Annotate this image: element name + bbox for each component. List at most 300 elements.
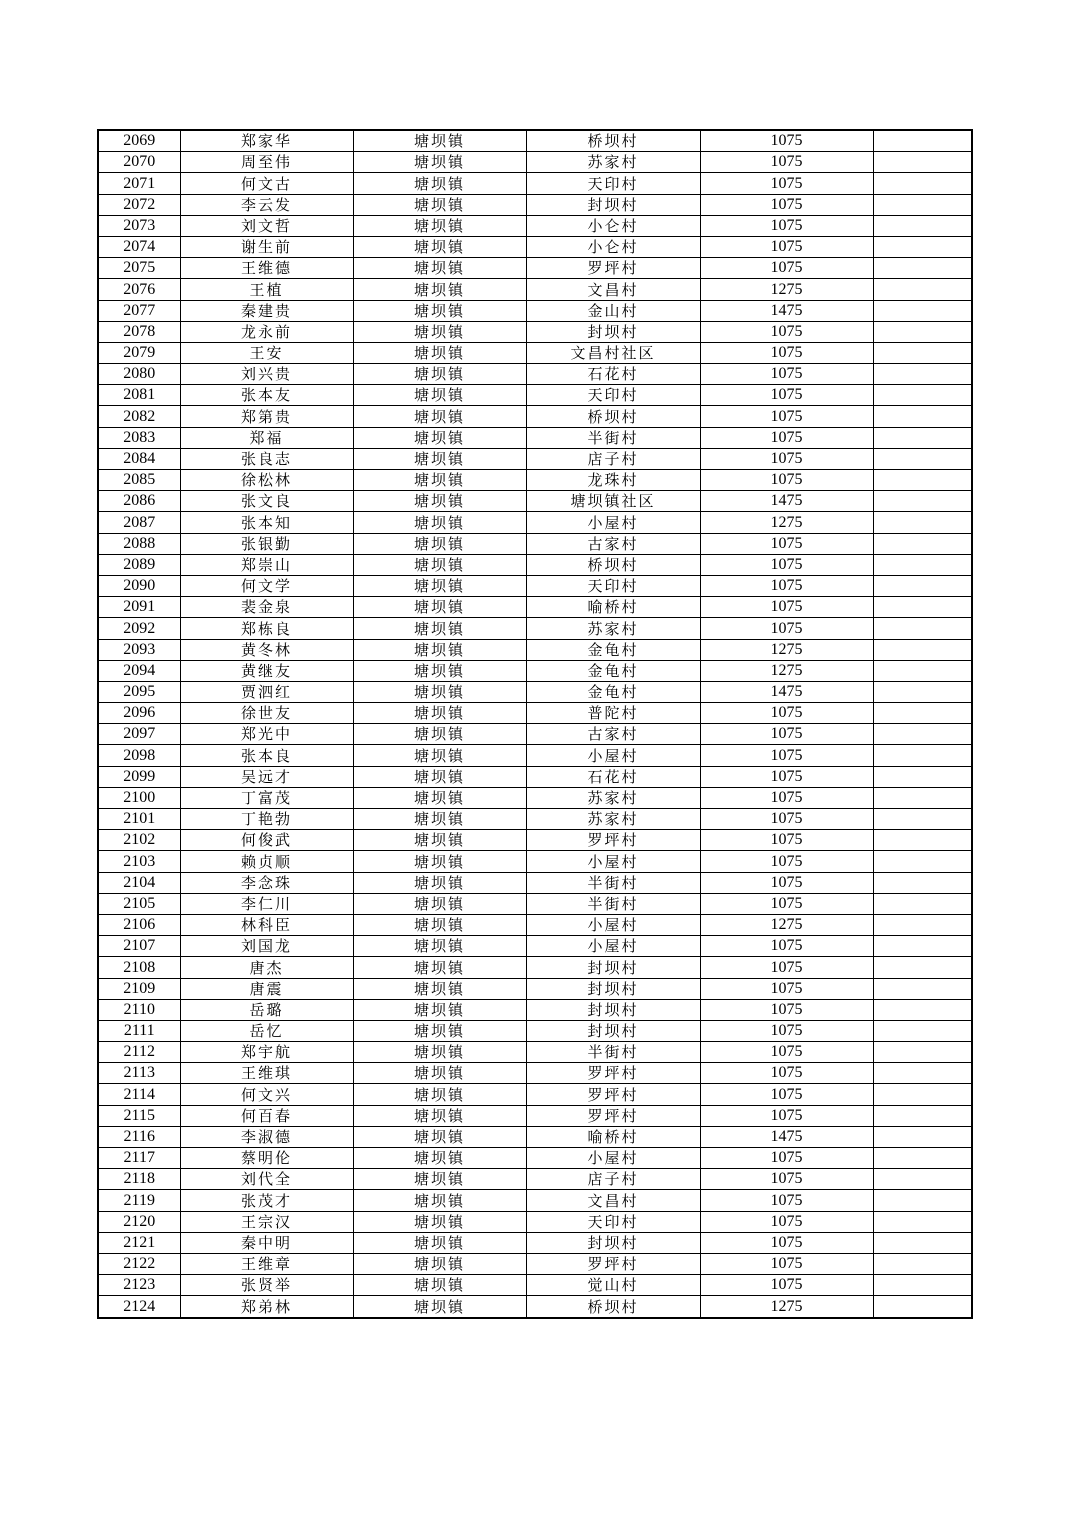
row-number-cell: 2117 [98, 1148, 180, 1169]
note-cell [873, 809, 972, 830]
village-cell: 罗坪村 [526, 1253, 700, 1274]
note-cell [873, 152, 972, 173]
note-cell [873, 173, 972, 194]
town-cell: 塘坝镇 [353, 618, 526, 639]
village-cell: 苏家村 [526, 152, 700, 173]
note-cell [873, 1042, 972, 1063]
person-name-cell: 郑崇山 [180, 554, 353, 575]
person-name-cell: 张茂才 [180, 1190, 353, 1211]
table-row [98, 448, 972, 469]
person-name-cell: 郑栋良 [180, 618, 353, 639]
table-row [98, 1232, 972, 1253]
roster-table [97, 129, 973, 1319]
town-cell: 塘坝镇 [353, 321, 526, 342]
person-name-cell: 唐震 [180, 978, 353, 999]
person-name-cell: 丁富茂 [180, 787, 353, 808]
town-cell: 塘坝镇 [353, 385, 526, 406]
row-number-cell: 2105 [98, 893, 180, 914]
amount-cell: 1075 [700, 618, 873, 639]
town-cell: 塘坝镇 [353, 1020, 526, 1041]
village-cell: 桥坝村 [526, 1296, 700, 1318]
village-cell: 半街村 [526, 872, 700, 893]
table-row [98, 893, 972, 914]
village-cell: 小屋村 [526, 745, 700, 766]
amount-cell: 1475 [700, 300, 873, 321]
table-row [98, 830, 972, 851]
person-name-cell: 何俊武 [180, 830, 353, 851]
village-cell: 小屋村 [526, 1148, 700, 1169]
person-name-cell: 张贤举 [180, 1275, 353, 1296]
row-number-cell: 2090 [98, 575, 180, 596]
note-cell [873, 1275, 972, 1296]
person-name-cell: 吴远才 [180, 766, 353, 787]
town-cell: 塘坝镇 [353, 809, 526, 830]
row-number-cell: 2070 [98, 152, 180, 173]
village-cell: 石花村 [526, 766, 700, 787]
person-name-cell: 黄继友 [180, 660, 353, 681]
person-name-cell: 何百春 [180, 1105, 353, 1126]
village-cell: 半街村 [526, 427, 700, 448]
person-name-cell: 何文学 [180, 575, 353, 596]
row-number-cell: 2109 [98, 978, 180, 999]
person-name-cell: 刘代全 [180, 1169, 353, 1190]
row-number-cell: 2071 [98, 173, 180, 194]
amount-cell: 1075 [700, 872, 873, 893]
person-name-cell: 岳忆 [180, 1020, 353, 1041]
amount-cell: 1075 [700, 236, 873, 257]
town-cell: 塘坝镇 [353, 914, 526, 935]
note-cell [873, 1105, 972, 1126]
amount-cell: 1075 [700, 1232, 873, 1253]
row-number-cell: 2107 [98, 936, 180, 957]
person-name-cell: 郑家华 [180, 130, 353, 152]
table-row [98, 597, 972, 618]
village-cell: 金龟村 [526, 639, 700, 660]
note-cell [873, 470, 972, 491]
person-name-cell: 王维德 [180, 258, 353, 279]
village-cell: 小屋村 [526, 512, 700, 533]
person-name-cell: 张本友 [180, 385, 353, 406]
village-cell: 封坝村 [526, 999, 700, 1020]
amount-cell: 1275 [700, 512, 873, 533]
table-row [98, 364, 972, 385]
note-cell [873, 364, 972, 385]
town-cell: 塘坝镇 [353, 491, 526, 512]
amount-cell: 1075 [700, 1253, 873, 1274]
table-row [98, 236, 972, 257]
note-cell [873, 787, 972, 808]
row-number-cell: 2118 [98, 1169, 180, 1190]
note-cell [873, 554, 972, 575]
person-name-cell: 刘兴贵 [180, 364, 353, 385]
row-number-cell: 2119 [98, 1190, 180, 1211]
village-cell: 苏家村 [526, 787, 700, 808]
row-number-cell: 2098 [98, 745, 180, 766]
town-cell: 塘坝镇 [353, 554, 526, 575]
note-cell [873, 1296, 972, 1318]
table-row [98, 1148, 972, 1169]
village-cell: 罗坪村 [526, 1063, 700, 1084]
person-name-cell: 张本知 [180, 512, 353, 533]
town-cell: 塘坝镇 [353, 872, 526, 893]
amount-cell: 1075 [700, 194, 873, 215]
amount-cell: 1075 [700, 1275, 873, 1296]
table-row [98, 809, 972, 830]
table-row [98, 194, 972, 215]
person-name-cell: 黄冬林 [180, 639, 353, 660]
row-number-cell: 2084 [98, 448, 180, 469]
table-row [98, 300, 972, 321]
person-name-cell: 张文良 [180, 491, 353, 512]
row-number-cell: 2093 [98, 639, 180, 660]
village-cell: 封坝村 [526, 1232, 700, 1253]
row-number-cell: 2087 [98, 512, 180, 533]
table-row [98, 851, 972, 872]
row-number-cell: 2074 [98, 236, 180, 257]
table-row [98, 258, 972, 279]
table-row [98, 745, 972, 766]
village-cell: 天印村 [526, 575, 700, 596]
row-number-cell: 2122 [98, 1253, 180, 1274]
town-cell: 塘坝镇 [353, 1126, 526, 1147]
table-row [98, 470, 972, 491]
village-cell: 金龟村 [526, 660, 700, 681]
note-cell [873, 936, 972, 957]
table-row [98, 1296, 972, 1318]
town-cell: 塘坝镇 [353, 575, 526, 596]
town-cell: 塘坝镇 [353, 1232, 526, 1253]
note-cell [873, 236, 972, 257]
table-row [98, 1275, 972, 1296]
row-number-cell: 2079 [98, 342, 180, 363]
village-cell: 半街村 [526, 1042, 700, 1063]
town-cell: 塘坝镇 [353, 597, 526, 618]
amount-cell: 1075 [700, 385, 873, 406]
village-cell: 封坝村 [526, 1020, 700, 1041]
row-number-cell: 2092 [98, 618, 180, 639]
village-cell: 龙珠村 [526, 470, 700, 491]
amount-cell: 1075 [700, 1020, 873, 1041]
person-name-cell: 刘国龙 [180, 936, 353, 957]
table-row [98, 1126, 972, 1147]
table-row [98, 279, 972, 300]
row-number-cell: 2115 [98, 1105, 180, 1126]
person-name-cell: 郑福 [180, 427, 353, 448]
person-name-cell: 龙永前 [180, 321, 353, 342]
person-name-cell: 王维琪 [180, 1063, 353, 1084]
town-cell: 塘坝镇 [353, 957, 526, 978]
amount-cell: 1075 [700, 470, 873, 491]
amount-cell: 1075 [700, 830, 873, 851]
table-row [98, 978, 972, 999]
note-cell [873, 1126, 972, 1147]
note-cell [873, 830, 972, 851]
village-cell: 小屋村 [526, 914, 700, 935]
amount-cell: 1075 [700, 893, 873, 914]
village-cell: 罗坪村 [526, 258, 700, 279]
note-cell [873, 851, 972, 872]
amount-cell: 1075 [700, 957, 873, 978]
row-number-cell: 2120 [98, 1211, 180, 1232]
note-cell [873, 130, 972, 152]
note-cell [873, 978, 972, 999]
town-cell: 塘坝镇 [353, 1211, 526, 1232]
amount-cell: 1475 [700, 1126, 873, 1147]
note-cell [873, 745, 972, 766]
person-name-cell: 王宗汉 [180, 1211, 353, 1232]
town-cell: 塘坝镇 [353, 724, 526, 745]
note-cell [873, 300, 972, 321]
village-cell: 小仑村 [526, 236, 700, 257]
person-name-cell: 张良志 [180, 448, 353, 469]
row-number-cell: 2075 [98, 258, 180, 279]
row-number-cell: 2088 [98, 533, 180, 554]
person-name-cell: 徐松林 [180, 470, 353, 491]
amount-cell: 1075 [700, 809, 873, 830]
village-cell: 天印村 [526, 1211, 700, 1232]
amount-cell: 1075 [700, 427, 873, 448]
amount-cell: 1075 [700, 999, 873, 1020]
town-cell: 塘坝镇 [353, 999, 526, 1020]
row-number-cell: 2106 [98, 914, 180, 935]
table-row [98, 1042, 972, 1063]
village-cell: 小屋村 [526, 851, 700, 872]
row-number-cell: 2102 [98, 830, 180, 851]
village-cell: 半街村 [526, 893, 700, 914]
amount-cell: 1075 [700, 936, 873, 957]
amount-cell: 1075 [700, 724, 873, 745]
town-cell: 塘坝镇 [353, 1275, 526, 1296]
amount-cell: 1275 [700, 639, 873, 660]
village-cell: 天印村 [526, 385, 700, 406]
person-name-cell: 郑弟林 [180, 1296, 353, 1318]
row-number-cell: 2121 [98, 1232, 180, 1253]
note-cell [873, 597, 972, 618]
town-cell: 塘坝镇 [353, 173, 526, 194]
person-name-cell: 王维章 [180, 1253, 353, 1274]
person-name-cell: 张银勤 [180, 533, 353, 554]
note-cell [873, 618, 972, 639]
row-number-cell: 2083 [98, 427, 180, 448]
note-cell [873, 215, 972, 236]
amount-cell: 1075 [700, 787, 873, 808]
village-cell: 古家村 [526, 724, 700, 745]
person-name-cell: 秦建贵 [180, 300, 353, 321]
table-row [98, 999, 972, 1020]
village-cell: 苏家村 [526, 809, 700, 830]
town-cell: 塘坝镇 [353, 427, 526, 448]
town-cell: 塘坝镇 [353, 851, 526, 872]
person-name-cell: 张本良 [180, 745, 353, 766]
table-row [98, 618, 972, 639]
village-cell: 桥坝村 [526, 130, 700, 152]
amount-cell: 1075 [700, 575, 873, 596]
town-cell: 塘坝镇 [353, 703, 526, 724]
note-cell [873, 385, 972, 406]
table-row [98, 872, 972, 893]
person-name-cell: 李仁川 [180, 893, 353, 914]
note-cell [873, 893, 972, 914]
row-number-cell: 2095 [98, 681, 180, 702]
note-cell [873, 1232, 972, 1253]
row-number-cell: 2112 [98, 1042, 180, 1063]
town-cell: 塘坝镇 [353, 258, 526, 279]
person-name-cell: 王植 [180, 279, 353, 300]
note-cell [873, 258, 972, 279]
amount-cell: 1275 [700, 660, 873, 681]
row-number-cell: 2077 [98, 300, 180, 321]
note-cell [873, 1190, 972, 1211]
row-number-cell: 2100 [98, 787, 180, 808]
note-cell [873, 660, 972, 681]
row-number-cell: 2108 [98, 957, 180, 978]
village-cell: 封坝村 [526, 194, 700, 215]
row-number-cell: 2085 [98, 470, 180, 491]
person-name-cell: 郑光中 [180, 724, 353, 745]
row-number-cell: 2080 [98, 364, 180, 385]
row-number-cell: 2091 [98, 597, 180, 618]
person-name-cell: 李云发 [180, 194, 353, 215]
row-number-cell: 2082 [98, 406, 180, 427]
town-cell: 塘坝镇 [353, 236, 526, 257]
village-cell: 桥坝村 [526, 554, 700, 575]
note-cell [873, 1169, 972, 1190]
note-cell [873, 1211, 972, 1232]
person-name-cell: 徐世友 [180, 703, 353, 724]
row-number-cell: 2114 [98, 1084, 180, 1105]
table-row [98, 1020, 972, 1041]
note-cell [873, 1020, 972, 1041]
note-cell [873, 1063, 972, 1084]
town-cell: 塘坝镇 [353, 448, 526, 469]
note-cell [873, 491, 972, 512]
row-number-cell: 2111 [98, 1020, 180, 1041]
village-cell: 金山村 [526, 300, 700, 321]
town-cell: 塘坝镇 [353, 936, 526, 957]
row-number-cell: 2104 [98, 872, 180, 893]
person-name-cell: 刘文哲 [180, 215, 353, 236]
town-cell: 塘坝镇 [353, 152, 526, 173]
village-cell: 觉山村 [526, 1275, 700, 1296]
town-cell: 塘坝镇 [353, 470, 526, 491]
town-cell: 塘坝镇 [353, 1063, 526, 1084]
amount-cell: 1075 [700, 1063, 873, 1084]
town-cell: 塘坝镇 [353, 766, 526, 787]
amount-cell: 1075 [700, 851, 873, 872]
village-cell: 封坝村 [526, 978, 700, 999]
note-cell [873, 681, 972, 702]
row-number-cell: 2103 [98, 851, 180, 872]
row-number-cell: 2078 [98, 321, 180, 342]
table-row [98, 1084, 972, 1105]
amount-cell: 1075 [700, 173, 873, 194]
town-cell: 塘坝镇 [353, 787, 526, 808]
village-cell: 罗坪村 [526, 830, 700, 851]
note-cell [873, 703, 972, 724]
amount-cell: 1075 [700, 703, 873, 724]
town-cell: 塘坝镇 [353, 681, 526, 702]
table-row [98, 173, 972, 194]
amount-cell: 1075 [700, 321, 873, 342]
person-name-cell: 贾泗红 [180, 681, 353, 702]
amount-cell: 1075 [700, 1084, 873, 1105]
row-number-cell: 2094 [98, 660, 180, 681]
person-name-cell: 蔡明伦 [180, 1148, 353, 1169]
note-cell [873, 533, 972, 554]
town-cell: 塘坝镇 [353, 1253, 526, 1274]
amount-cell: 1075 [700, 1211, 873, 1232]
note-cell [873, 194, 972, 215]
table-row [98, 724, 972, 745]
row-number-cell: 2096 [98, 703, 180, 724]
town-cell: 塘坝镇 [353, 1105, 526, 1126]
town-cell: 塘坝镇 [353, 639, 526, 660]
village-cell: 小屋村 [526, 936, 700, 957]
row-number-cell: 2089 [98, 554, 180, 575]
town-cell: 塘坝镇 [353, 279, 526, 300]
village-cell: 金龟村 [526, 681, 700, 702]
note-cell [873, 1084, 972, 1105]
town-cell: 塘坝镇 [353, 130, 526, 152]
row-number-cell: 2072 [98, 194, 180, 215]
amount-cell: 1075 [700, 533, 873, 554]
person-name-cell: 何文古 [180, 173, 353, 194]
village-cell: 封坝村 [526, 321, 700, 342]
amount-cell: 1075 [700, 130, 873, 152]
note-cell [873, 1253, 972, 1274]
note-cell [873, 406, 972, 427]
town-cell: 塘坝镇 [353, 215, 526, 236]
town-cell: 塘坝镇 [353, 364, 526, 385]
table-row [98, 1253, 972, 1274]
row-number-cell: 2076 [98, 279, 180, 300]
village-cell: 店子村 [526, 1169, 700, 1190]
village-cell: 天印村 [526, 173, 700, 194]
table-row [98, 1105, 972, 1126]
town-cell: 塘坝镇 [353, 533, 526, 554]
person-name-cell: 谢生前 [180, 236, 353, 257]
town-cell: 塘坝镇 [353, 1042, 526, 1063]
village-cell: 店子村 [526, 448, 700, 469]
amount-cell: 1275 [700, 1296, 873, 1318]
note-cell [873, 512, 972, 533]
table-row [98, 512, 972, 533]
amount-cell: 1075 [700, 554, 873, 575]
town-cell: 塘坝镇 [353, 1296, 526, 1318]
amount-cell: 1475 [700, 491, 873, 512]
row-number-cell: 2097 [98, 724, 180, 745]
amount-cell: 1075 [700, 1042, 873, 1063]
town-cell: 塘坝镇 [353, 512, 526, 533]
table-row [98, 1211, 972, 1232]
amount-cell: 1075 [700, 342, 873, 363]
person-name-cell: 秦中明 [180, 1232, 353, 1253]
village-cell: 喻桥村 [526, 597, 700, 618]
town-cell: 塘坝镇 [353, 1148, 526, 1169]
village-cell: 文昌村社区 [526, 342, 700, 363]
row-number-cell: 2124 [98, 1296, 180, 1318]
table-row [98, 787, 972, 808]
row-number-cell: 2110 [98, 999, 180, 1020]
table-row [98, 152, 972, 173]
table-row [98, 914, 972, 935]
table-row [98, 491, 972, 512]
person-name-cell: 林科臣 [180, 914, 353, 935]
row-number-cell: 2116 [98, 1126, 180, 1147]
amount-cell: 1075 [700, 1190, 873, 1211]
note-cell [873, 321, 972, 342]
village-cell: 小仑村 [526, 215, 700, 236]
